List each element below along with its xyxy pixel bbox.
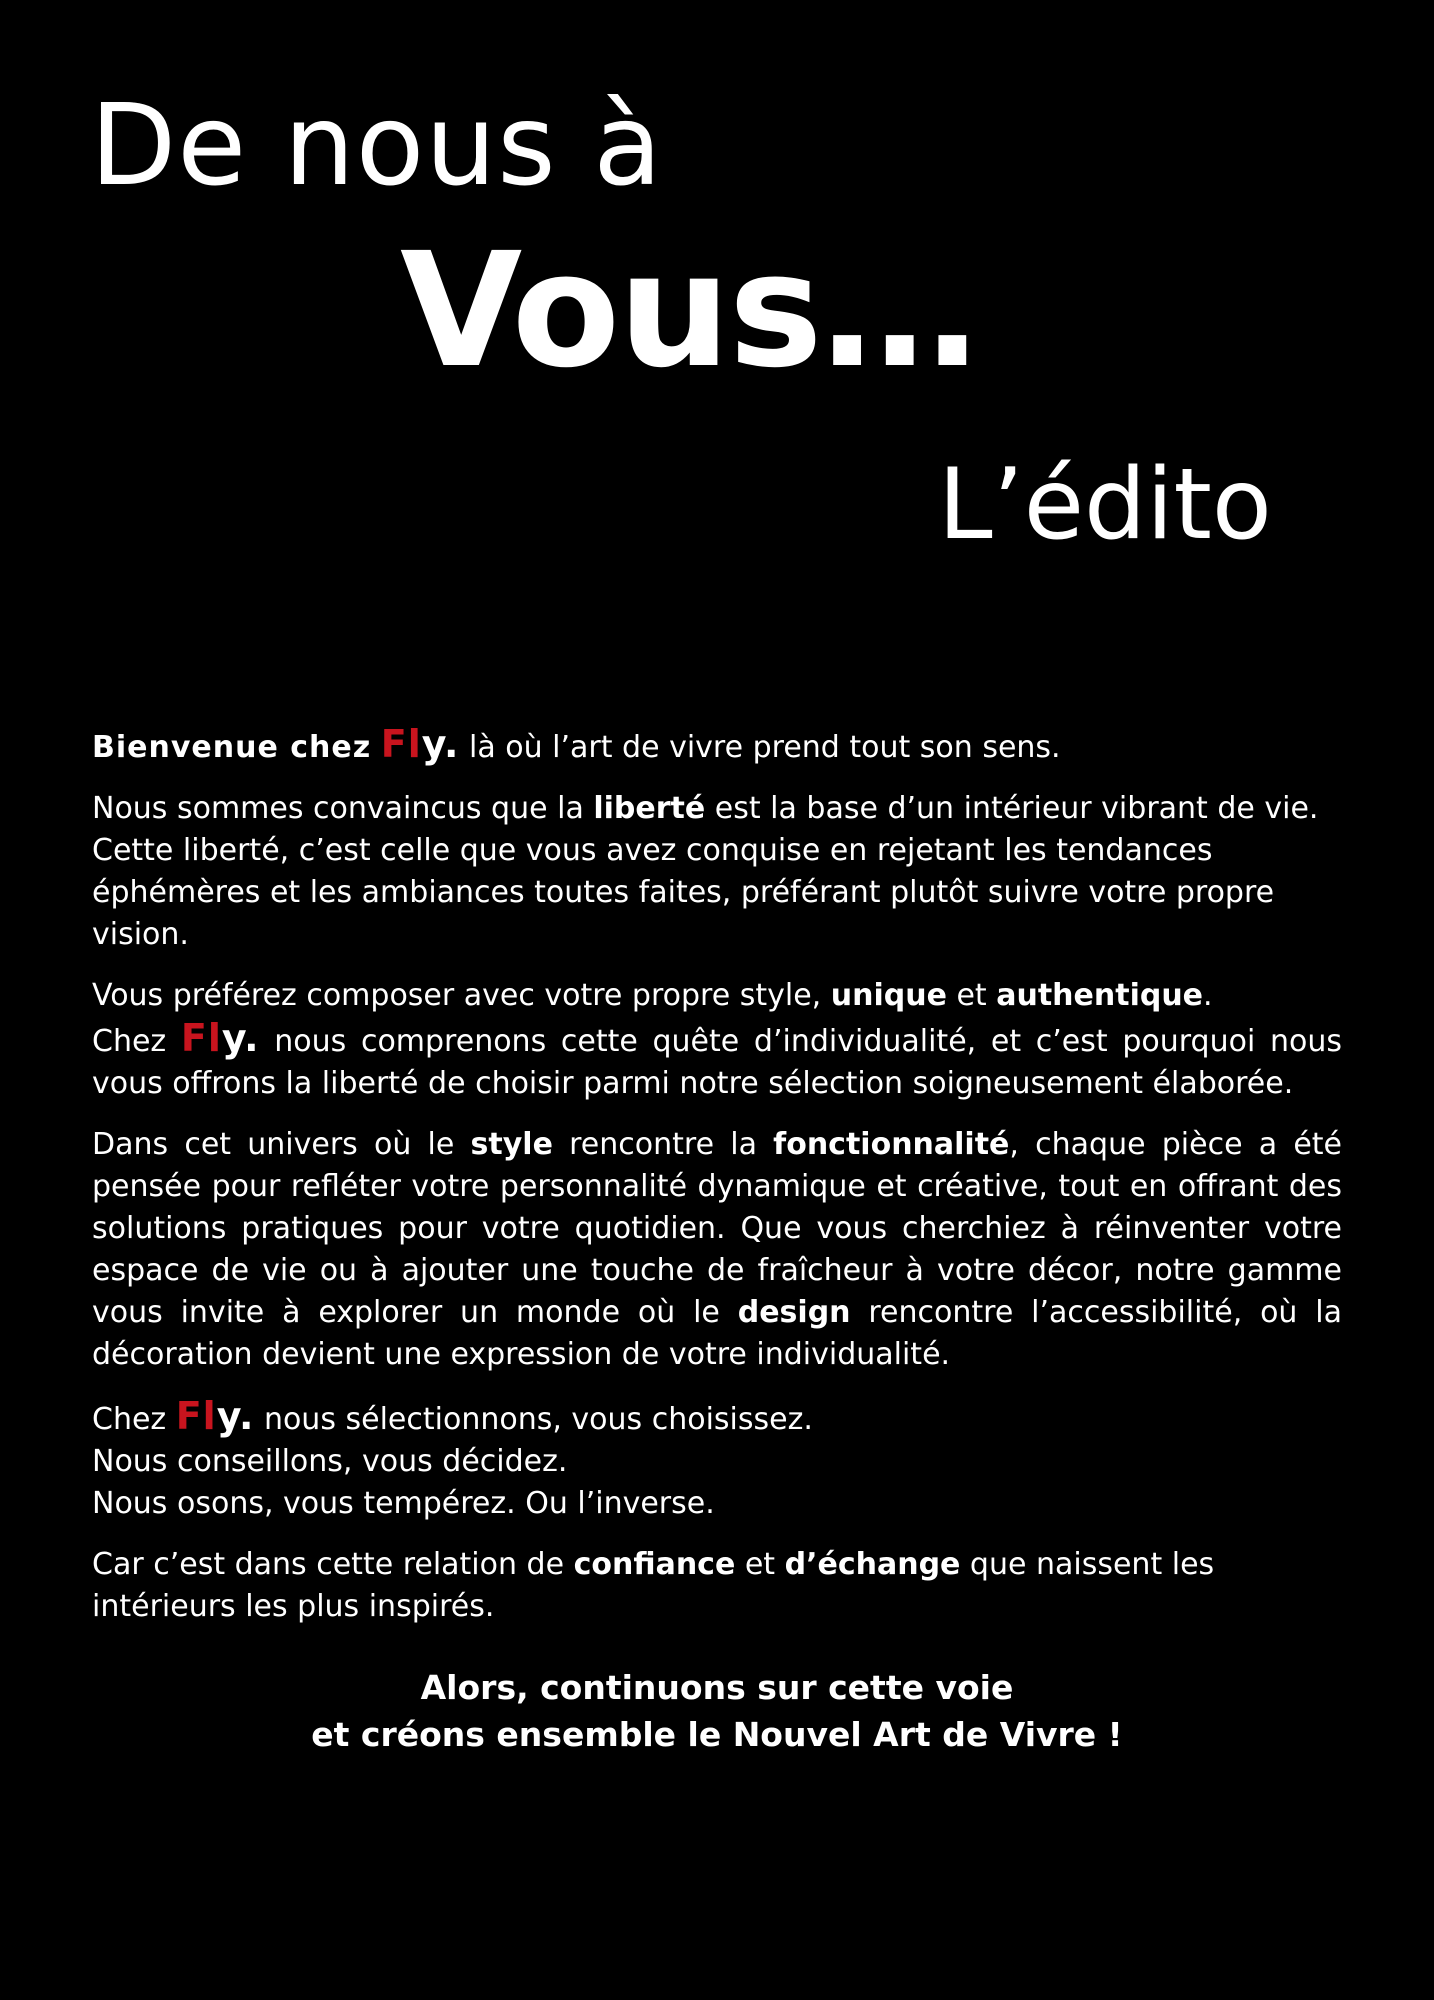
headline-line-1: De nous à: [90, 81, 663, 211]
style-text: nous comprenons cette quête d’individualité, et c’est pourquoi nous vous offrons la liberté de choisir parmi notre sélection soigneusement élaborée.: [92, 1024, 1342, 1101]
closing-line-1: Alors, continuons sur cette voie: [420, 1668, 1014, 1707]
section-title: L’édito: [938, 448, 1272, 562]
closing-line-2: et créons ensemble le Nouvel Art de Vivre !: [311, 1715, 1123, 1754]
keyword-style: style: [470, 1127, 553, 1162]
paragraph-choices: Chez Fly. nous sélectionnons, vous choisissez. Nous conseillons, vous décidez. Nous osons, vous tempérez. Ou l’inverse.: [92, 1394, 813, 1521]
paragraph-welcome: [92, 723, 1342, 769]
brand-logo: Fly.: [180, 1016, 260, 1060]
brand-logo: Fly.: [380, 722, 460, 766]
paragraph-liberty: Nous sommes convaincus que la liberté est la base d’un intérieur vibrant de vie. Cette liberté, c’est celle que vous avez conquise en rejetant les tendances éphémères et les ambiances toutes faites, préférant plutôt suivre votre propre vision.: [92, 791, 1319, 952]
headline-line-2: Vous…: [400, 219, 977, 403]
edito-body: [92, 723, 1342, 1777]
keyword-design: design: [737, 1295, 851, 1330]
keyword-liberte: liberté: [593, 791, 706, 826]
closing-statement: [92, 1664, 1342, 1758]
keyword-confiance: confiance: [573, 1547, 736, 1582]
edito-header: [0, 0, 1434, 600]
welcome-lead: Bienvenue chez: [92, 730, 372, 765]
paragraph-style: Vous préférez composer avec votre propre style, unique et authentique. Chez Fly. nous comprenons cette quête d’individualité, et c’est pourquoi nous vous offrons la liberté de choisir parmi notre sélection soigneusement élaborée.: [92, 978, 1342, 1101]
keyword-echange: d’échange: [784, 1547, 961, 1582]
paragraph-trust: Car c’est dans cette relation de confiance et d’échange que naissent les intérieurs les plus inspirés.: [92, 1547, 1215, 1624]
paragraph-universe: Dans cet univers où le style rencontre la fonctionnalité, chaque pièce a été pensée pour refléter votre personnalité dynamique et créative, tout en offrant des solutions pratiques pour votre quotidien. Que vous cherchiez à réinventer votre espace de vie ou à ajouter une touche de fraîcheur à votre décor, notre gamme vous invite à explorer un monde où le design rencontre l’accessibilité, où la décoration devient une expression de votre individualité.: [92, 1127, 1343, 1372]
keyword-unique: unique: [830, 978, 947, 1013]
keyword-authentique: authentique: [996, 978, 1204, 1013]
liberty-text: Cette liberté, c’est celle que vous avez conquise en rejetant les tendances éphémères et les ambiances toutes faites, préférant plutôt suivre votre propre vision.: [92, 833, 1275, 952]
welcome-text: là où l’art de vivre prend tout son sens.: [459, 730, 1061, 765]
brand-logo: Fly.: [175, 1394, 255, 1438]
keyword-fonctionnalite: fonctionnalité: [773, 1127, 1010, 1162]
